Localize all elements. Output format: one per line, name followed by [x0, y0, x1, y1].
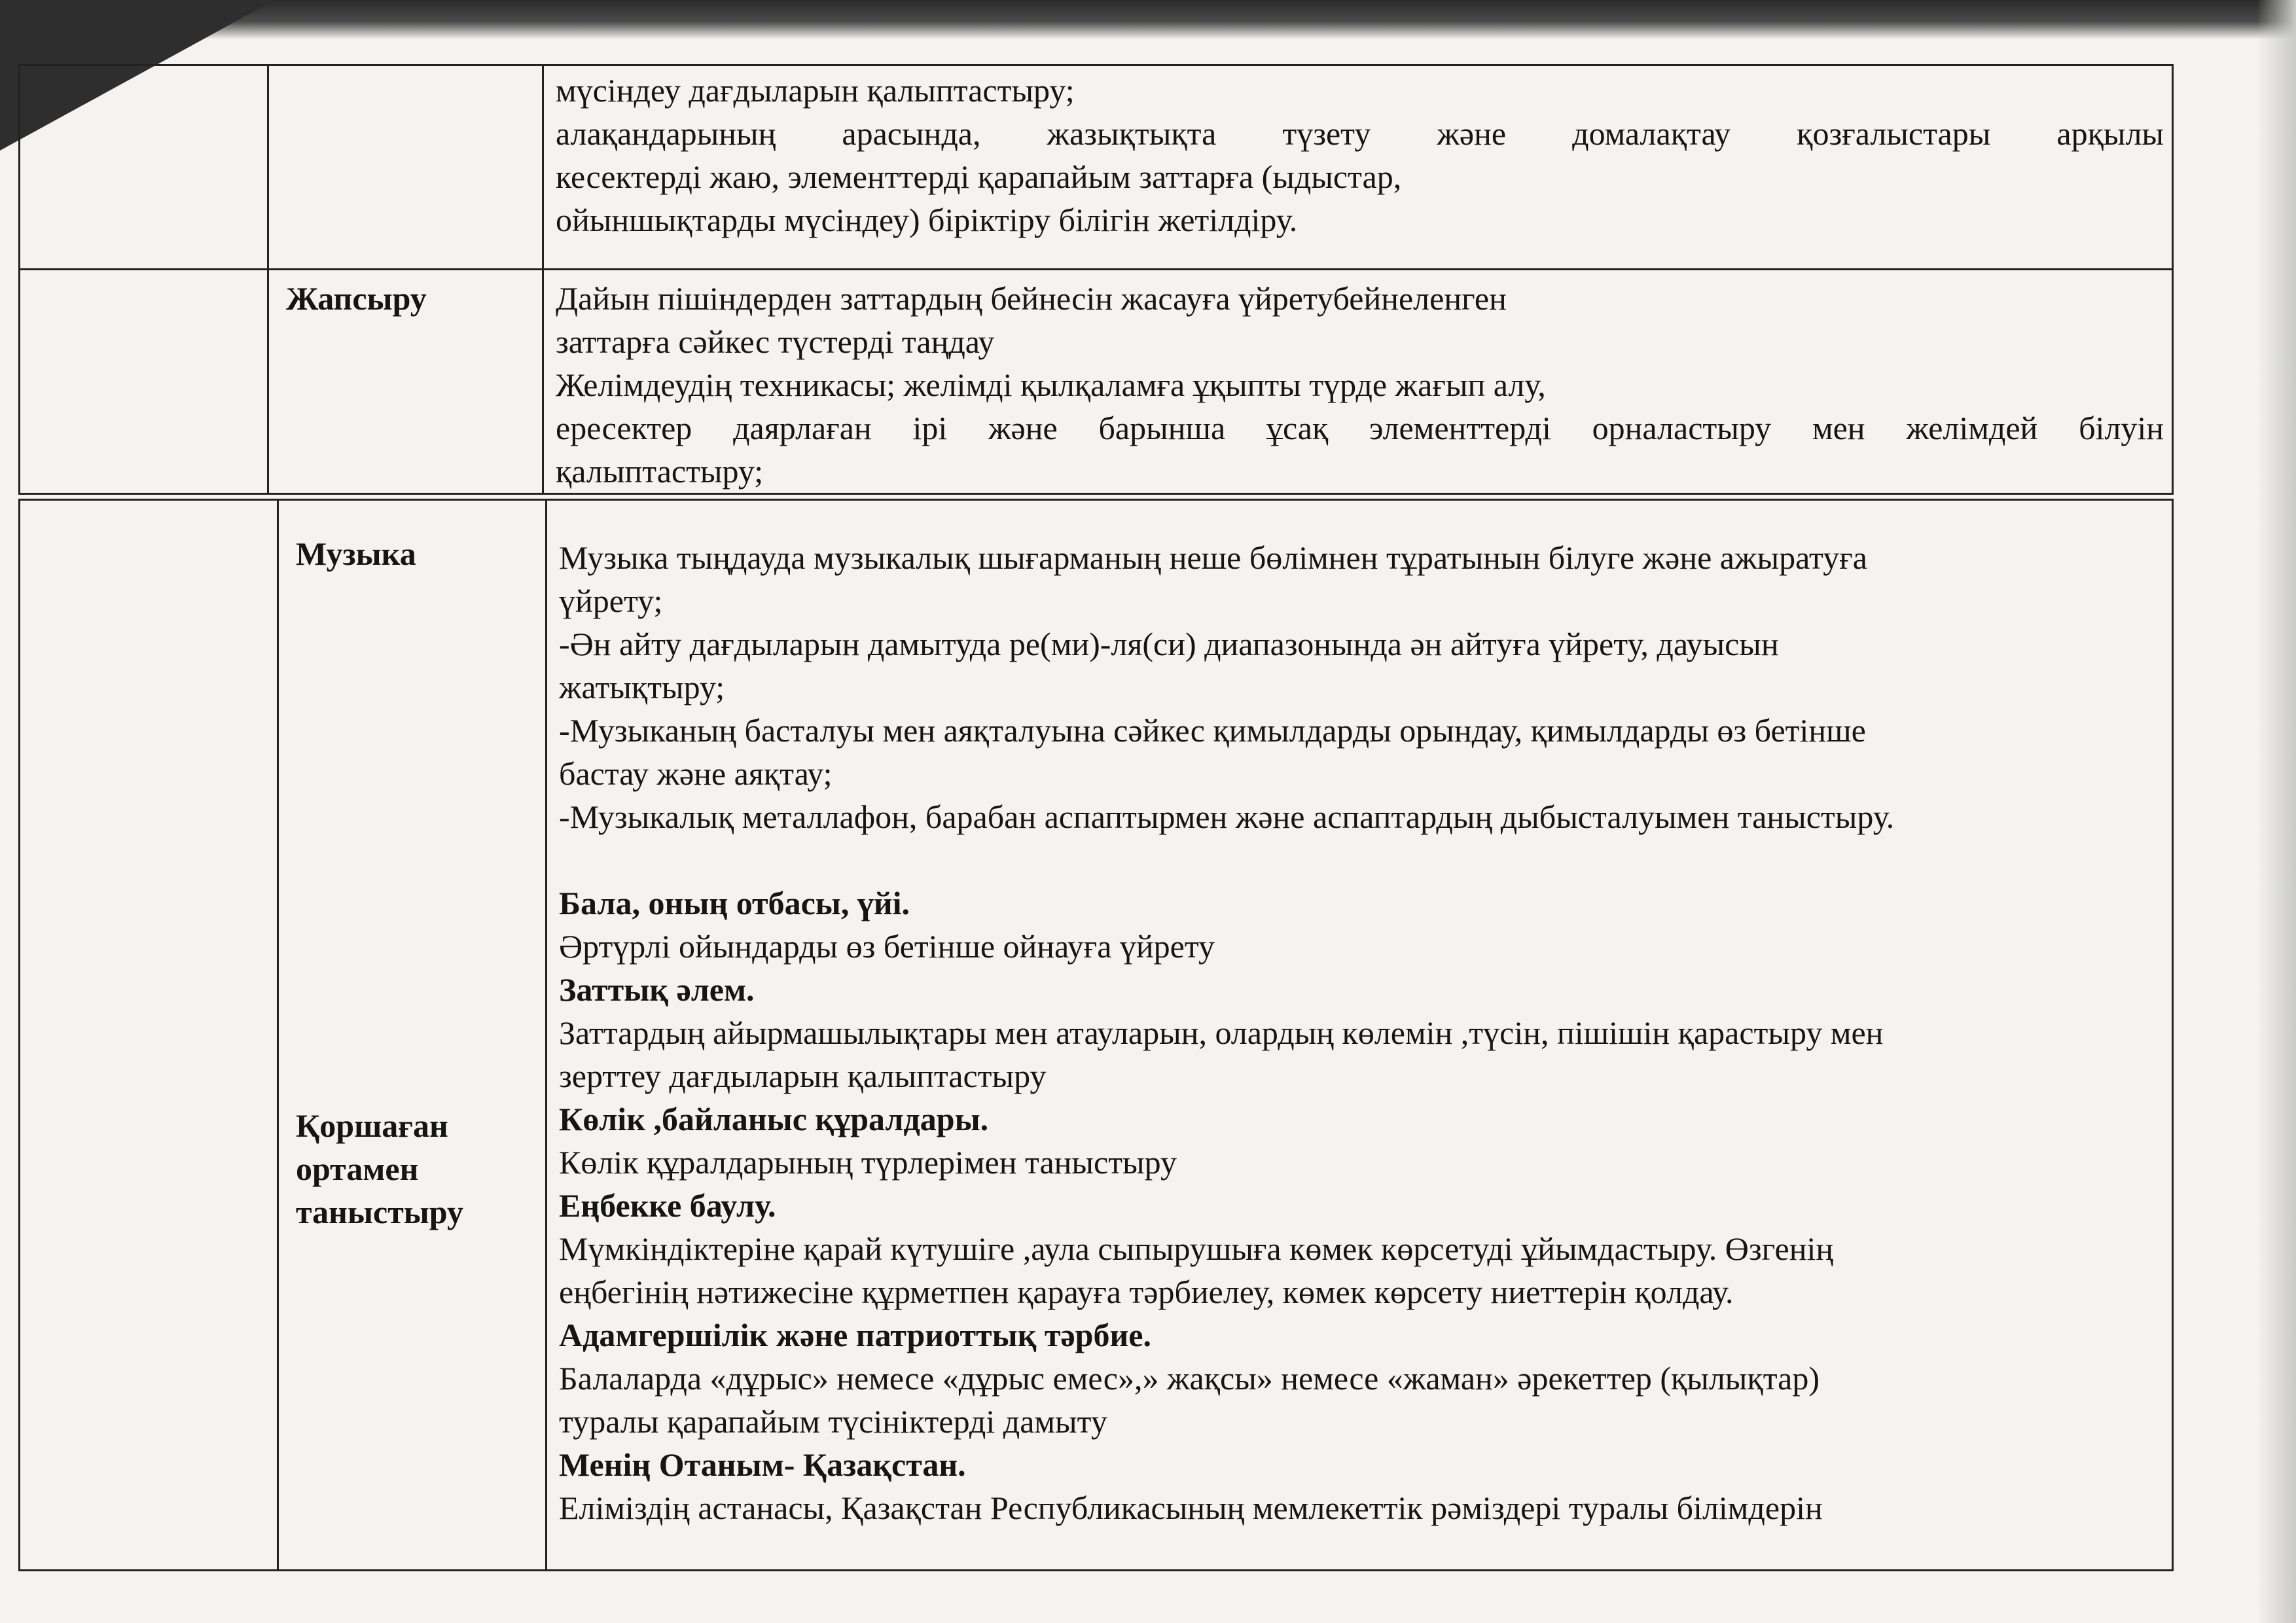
section-heading: Еңбекке баулу.	[559, 1187, 776, 1224]
text-line: Дайын пішіндерден заттардың бейнесін жасауға үйретубейнеленген	[556, 280, 1507, 317]
music-text-line: бастау және аяқтау;	[559, 755, 833, 792]
environment-label-line: ортамен	[296, 1150, 419, 1187]
empty-cell	[20, 270, 268, 494]
empty-cell	[20, 500, 278, 1571]
section-text-line: Балаларда «дұрыс» немесе «дұрыс емес»,» жақсы» немесе «жаман» әрекеттер (қылықтар)	[559, 1360, 1820, 1397]
text-line: қалыптастыру;	[556, 453, 764, 490]
text-line: заттарға сәйкес түстерді таңдау	[556, 323, 995, 360]
subject-label-cell	[278, 500, 547, 1571]
modeling-content-cell	[543, 65, 2173, 270]
section-text-line: туралы қарапайым түсініктерді дамыту	[559, 1403, 1107, 1440]
music-text-line: жатықтыру;	[559, 669, 725, 705]
music-text-line: -Музыканың басталуы мен аяқталуына сәйкес қимылдарды орындау, қимылдарды өз бетінше	[559, 712, 1866, 749]
empty-cell	[20, 65, 268, 270]
text-line: алақандарының арасында, жазықтықта түзету және домалақтау қозғалыстары арқылы	[556, 115, 2164, 152]
section-text-line: Заттардың айырмашылықтары мен атауларын, олардың көлемін ,түсін, пішішін қарастыру мен	[559, 1014, 1884, 1051]
section-gap	[559, 838, 2164, 882]
music-text-line: Музыка тыңдауда музыкалық шығарманың неше бөлімнен тұратынын білуге және ажыратуға	[559, 539, 1867, 576]
table-row-applique	[20, 270, 2173, 494]
music-label: Музыка	[296, 535, 416, 572]
table-row-modeling	[20, 65, 2173, 270]
table-music-environment	[18, 499, 2174, 1571]
environment-label-line: таныстыру	[296, 1194, 463, 1230]
subject-content-cell	[547, 500, 2173, 1571]
text-line: ойыншықтарды мүсіндеу) біріктіру білігін жетілдіру.	[556, 202, 1298, 238]
section-heading: Адамгершілік және патриоттық тәрбие.	[559, 1317, 1151, 1353]
table-modeling-applique	[18, 64, 2174, 495]
text-line: мүсіндеу дағдыларын қалыптастыру;	[556, 72, 1075, 109]
text-line: ересектер даярлаған ірі және барынша ұсақ элементтерді орналастыру мен желімдей білуін	[556, 410, 2164, 446]
music-text-line: -Музыкалық металлафон, барабан аспаптырмен және аспаптардың дыбысталуымен таныстыру.	[559, 798, 1895, 835]
section-heading: Заттық әлем.	[559, 971, 755, 1008]
text-line: кесектерді жаю, элементтерді қарапайым заттарға (ыдыстар,	[556, 158, 1402, 195]
section-text-line: Еліміздің астанасы, Қазақстан Республикасының мемлекеттік рәміздері туралы білімдерін	[559, 1489, 1823, 1526]
applique-label-cell	[268, 270, 543, 494]
music-text-line: үйрету;	[559, 582, 663, 619]
section-text-line: Мүмкіндіктеріне қарай күтушіге ,аула сыпырушыға көмек көрсетуді ұйымдастыру. Өзгенің	[559, 1230, 1834, 1267]
section-heading: Бала, оның отбасы, үйі.	[559, 885, 910, 921]
environment-label-line: Қоршаған	[296, 1107, 448, 1144]
section-text-line: зерттеу дағдыларын қалыптастыру	[559, 1058, 1047, 1094]
environment-label	[279, 1104, 463, 1234]
page-edge	[2257, 0, 2296, 1623]
section-heading: Менің Отаным- Қазақстан.	[559, 1446, 966, 1483]
music-text-line: -Ән айту дағдыларын дамытуда ре(ми)-ля(си) диапазонында ән айтуға үйрету, дауысын	[559, 626, 1779, 662]
section-text-line: еңбегінің нәтижесіне құрметпен қарауға тәрбиелеу, көмек көрсету ниеттерін қолдау.	[559, 1274, 1734, 1310]
applique-label: Жапсыру	[286, 280, 427, 317]
scanner-shadow	[0, 0, 2296, 39]
applique-content-cell	[543, 270, 2173, 494]
text-line: Желімдеудің техникасы; желімді қылқаламға ұқыпты түрде жағып алу,	[556, 366, 1546, 403]
section-heading: Көлік ,байланыс құралдары.	[559, 1101, 989, 1137]
empty-label-cell	[268, 65, 543, 270]
section-text-line: Көлік құралдарының түрлерімен таныстыру	[559, 1144, 1177, 1181]
section-text-line: Әртүрлі ойындарды өз бетінше ойнауға үйрету	[559, 928, 1215, 965]
table-row-music-environment	[20, 500, 2173, 1571]
